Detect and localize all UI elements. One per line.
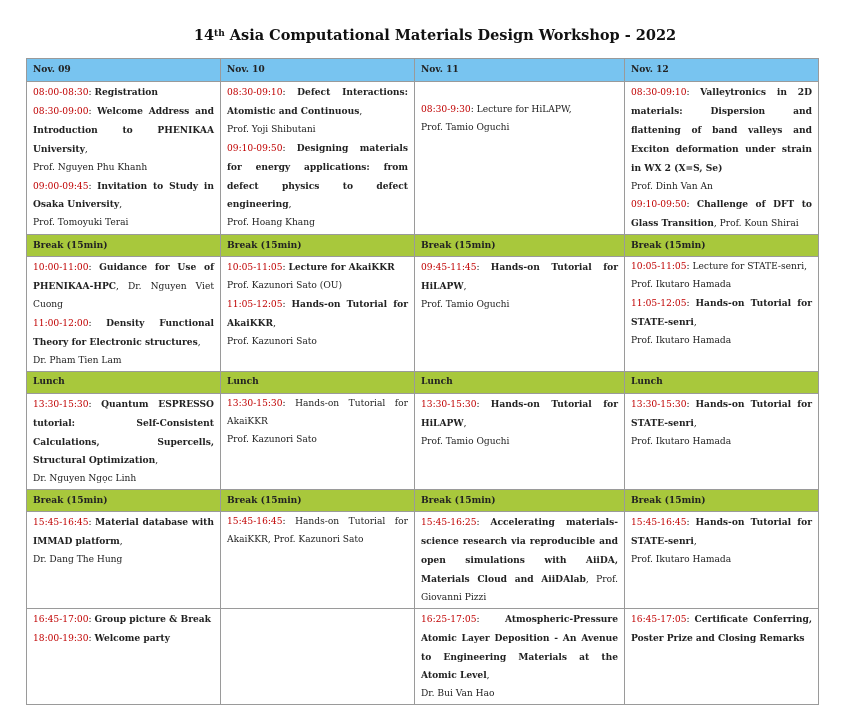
session-time: 13:30-15:30: [421, 399, 477, 410]
session-speaker: Prof. Giovanni Pizzi: [421, 574, 618, 603]
session-time: 09:10-09:50: [227, 143, 283, 154]
session-speaker: Dr. Nguyen Ngọc Linh: [33, 474, 137, 485]
break-label: Break (15min): [415, 490, 625, 512]
session-time: 18:00-19:30: [33, 633, 89, 644]
session-speaker: Prof. Ikutaro Hamada: [631, 555, 732, 566]
session-topic: Quantum ESPRESSO tutorial: Self-Consistent Calculations, Supercells, Structural Optimization: [33, 398, 214, 467]
session-topic: Hands-on Tutorial for STATE-senri: [631, 517, 812, 548]
session-time: 16:45-17:05: [631, 614, 687, 625]
session-time: 11:05-12:05: [631, 299, 687, 310]
session-speaker: Prof. Kazunori Sato: [227, 434, 317, 445]
session-topic: Hands-on Tutorial for STATE-senri: [631, 398, 812, 429]
session-speaker: Prof. Tamio Oguchi: [421, 436, 510, 447]
session-topic: Hands-on Tutorial for STATE-senri: [631, 298, 812, 328]
lunch-label: Lunch: [415, 371, 625, 393]
session-cell: 16:45-17:00: Group picture & Break 18:00-19:30: Welcome party: [27, 608, 221, 705]
session-time: 13:30-15:30: [631, 399, 687, 410]
session-topic: Hands-on Tutorial for HiLAPW: [421, 398, 618, 429]
break-row: [27, 235, 819, 257]
session-topic: Guidance for Use of PHENIKAA-HPC: [33, 262, 214, 293]
break-row: [27, 490, 819, 512]
session-cell: 13:30-15:30: Hands-on Tutorial for HiLAPW, Prof. Tamio Oguchi: [415, 393, 625, 490]
session-time: 13:30-15:30: [227, 398, 283, 409]
session-topic: Challenge of DFT to Glass Transition: [631, 199, 812, 230]
session-time: 15:45-16:45: [227, 517, 283, 528]
session-time: 08:30-09:10: [631, 88, 687, 98]
break-label: Break (15min): [625, 490, 819, 512]
session-speaker: Prof. Ikutaro Hamada: [631, 280, 732, 291]
session-time: 08:30-09:10: [227, 88, 283, 98]
session-cell: 15:45-16:25: Accelerating materials-science research via reproducible and open simulations with AiiDA, Materials Cloud and AiiDAlab, Prof. Giovanni Pizzi: [415, 512, 625, 609]
session-topic: Accelerating materials-science research via reproducible and open simulations with AiiDA, Materials Cloud and AiiDAlab: [421, 517, 618, 585]
session-time: 16:25-17:05: [421, 614, 477, 625]
session-speaker: Prof. Dinh Van An: [631, 181, 713, 192]
session-time: 08:00-08:30: [33, 88, 89, 98]
session-topic: Density Functional Theory for Electronic structures: [33, 317, 214, 348]
session-topic: Designing materials for energy applications: from defect physics to defect engineering: [227, 142, 408, 211]
session-cell: 08:30-09:10: Defect Interactions: Atomistic and Continuous, Prof. Yoji Shibutani 09:10-09:50: Designing materials for energy applications: from defect physics to defect engineering, Prof. Hoang Khang: [221, 82, 415, 235]
session-topic: Certificate Conferring, Poster Prize and Closing Remarks: [631, 613, 812, 644]
lunch-row: [27, 371, 819, 393]
session-speaker: Prof. Hoang Khang: [227, 218, 315, 229]
session-topic: Hands-on Tutorial for AkaiKKR: [227, 398, 408, 427]
day-header-row: [27, 59, 819, 82]
session-cell: 08:30-09:10: Valleytronics in 2D materials: Dispersion and flattening of band valleys and Exciton deformation under strain in WX 2 (X=S, Se) Prof. Dinh Van An 09:10-09:50: Challenge of DFT to Glass Transition, Prof. Koun Shirai: [625, 82, 819, 235]
session-cell: 15:45-16:45: Material database with IMMAD platform, Dr. Dang The Hung: [27, 512, 221, 609]
session-cell: 13:30-15:30: Hands-on Tutorial for AkaiKKR Prof. Kazunori Sato: [221, 393, 415, 490]
session-speaker: Prof. Tamio Oguchi: [421, 300, 510, 311]
session-topic: Lecture for AkaiKKR: [288, 262, 395, 274]
session-time: 16:45-17:00: [33, 614, 89, 625]
session-cell: 13:30-15:30: Hands-on Tutorial for STATE-senri, Prof. Ikutaro Hamada: [625, 393, 819, 490]
break-label: Break (15min): [27, 490, 221, 512]
session-time: 15:45-16:45: [631, 518, 687, 529]
session-time: 10:05-11:05: [227, 263, 283, 274]
document-title: 14th Asia Computational Materials Design Workshop - 2022: [193, 27, 677, 44]
break-label: Break (15min): [625, 235, 819, 257]
session-speaker: Prof. Ikutaro Hamada: [631, 436, 732, 447]
session-topic: Welcome Address and Introduction to PHENIKAA University: [33, 105, 214, 155]
session-row-evening: [27, 608, 819, 705]
session-time: 08:30-09:00: [33, 106, 89, 117]
lunch-label: Lunch: [221, 371, 415, 393]
session-cell: 09:45-11:45: Hands-on Tutorial for HiLAPW, Prof. Tamio Oguchi: [415, 257, 625, 371]
session-cell: 13:30-15:30: Quantum ESPRESSO tutorial: Self-Consistent Calculations, Supercells, Structural Optimization, Dr. Nguyen Ngọc Linh: [27, 393, 221, 490]
session-cell: 15:45-16:45: Hands-on Tutorial for AkaiKKR, Prof. Kazunori Sato: [221, 512, 415, 609]
session-speaker: Prof. Nguyen Phu Khanh: [33, 162, 148, 173]
session-topic: Valleytronics in 2D materials: Dispersion and flattening of band valleys and Exciton deformation under strain in WX 2 (X=S, Se): [631, 87, 812, 174]
session-speaker: Prof. Tamio Oguchi: [421, 122, 510, 133]
session-topic: Welcome party: [94, 632, 170, 644]
session-time: 15:45-16:45: [33, 518, 89, 529]
break-label: Break (15min): [221, 235, 415, 257]
session-topic: Registration: [94, 87, 158, 98]
session-cell: 10:00-11:00: Guidance for Use of PHENIKAA-HPC, Dr. Nguyen Viet Cuong 11:00-12:00: Density Functional Theory for Electronic structures, Dr. Pham Tien Lam: [27, 257, 221, 371]
session-cell: 16:45-17:05: Certificate Conferring, Poster Prize and Closing Remarks: [625, 608, 819, 705]
session-speaker: Prof. Kazunori Sato: [227, 336, 317, 347]
session-topic: Hands-on Tutorial for HiLAPW: [421, 262, 618, 293]
session-cell-empty: [221, 608, 415, 705]
session-speaker: Prof. Ikutaro Hamada: [631, 335, 732, 346]
session-topic: Hands-on Tutorial for AkaiKKR: [227, 299, 408, 329]
session-row-late-afternoon: [27, 512, 819, 609]
break-label: Break (15min): [221, 490, 415, 512]
lunch-label: Lunch: [625, 371, 819, 393]
day-header: Nov. 09: [27, 59, 221, 82]
session-time: 08:30-9:30: [421, 105, 471, 115]
day-header: Nov. 12: [625, 59, 819, 82]
session-speaker: Dr. Pham Tien Lam: [33, 355, 122, 366]
session-time: 15:45-16:25: [421, 518, 477, 529]
session-speaker: Prof. Tomoyuki Terai: [33, 218, 129, 229]
session-row-morning: [27, 82, 819, 235]
session-time: 10:00-11:00: [33, 263, 89, 274]
session-time: 13:30-15:30: [33, 399, 89, 410]
session-cell: 16:25-17:05: Atmospheric-Pressure Atomic Layer Deposition - An Avenue to Engineering Materials at the Atomic Level, Dr. Bui Van Hao: [415, 608, 625, 705]
session-speaker: Dr. Bui Van Hao: [421, 689, 495, 700]
day-header: Nov. 10: [221, 59, 415, 82]
session-topic: Lecture for HiLAPW: [476, 105, 569, 115]
session-time: 10:05-11:05: [631, 262, 687, 273]
session-topic: Group picture & Break: [94, 613, 211, 625]
session-topic: Lecture for STATE-senri: [692, 262, 805, 273]
session-time: 09:10-09:50: [631, 200, 687, 211]
session-cell: 08:00-08:30: Registration 08:30-09:00: Welcome Address and Introduction to PHENIKAA University, Prof. Nguyen Phu Khanh 09:00-09:45: Invitation to Study in Osaka University, Prof. Tomoyuki Terai: [27, 82, 221, 235]
session-topic: Hands-on Tutorial for AkaiKKR: [227, 517, 408, 546]
session-row-afternoon: [27, 393, 819, 490]
session-speaker: Prof. Koun Shirai: [719, 219, 799, 230]
session-cell: 10:05-11:05: Lecture for STATE-senri, Prof. Ikutaro Hamada 11:05-12:05: Hands-on Tutorial for STATE-senri, Prof. Ikutaro Hamada: [625, 257, 819, 371]
session-cell: 15:45-16:45: Hands-on Tutorial for STATE-senri, Prof. Ikutaro Hamada: [625, 512, 819, 609]
session-time: 09:45-11:45: [421, 263, 477, 274]
break-label: Break (15min): [415, 235, 625, 257]
session-speaker: Prof. Kazunori Sato: [273, 535, 364, 546]
session-cell: 10:05-11:05: Lecture for AkaiKKR Prof. Kazunori Sato (OU) 11:05-12:05: Hands-on Tutorial for AkaiKKR, Prof. Kazunori Sato: [221, 257, 415, 371]
schedule-table: [26, 58, 819, 705]
session-row-late-morning: [27, 257, 819, 371]
break-label: Break (15min): [27, 235, 221, 257]
lunch-label: Lunch: [27, 371, 221, 393]
session-speaker: Prof. Yoji Shibutani: [227, 124, 316, 135]
session-speaker: Dr. Dang The Hung: [33, 555, 123, 566]
session-topic: Defect Interactions: Atomistic and Continuous: [227, 87, 408, 117]
session-speaker: Prof. Kazunori Sato (OU): [227, 281, 342, 292]
session-speaker: Dr. Nguyen Viet Cuong: [33, 282, 214, 311]
session-topic: Material database with IMMAD platform: [33, 517, 214, 548]
day-header: Nov. 11: [415, 59, 625, 82]
session-time: 11:05-12:05: [227, 300, 283, 311]
session-time: 11:00-12:00: [33, 318, 89, 329]
session-cell: 08:30-9:30: Lecture for HiLAPW, Prof. Tamio Oguchi: [415, 82, 625, 235]
session-topic: Atmospheric-Pressure Atomic Layer Deposition - An Avenue to Engineering Materials at the Atomic Level: [421, 613, 618, 682]
session-topic: Invitation to Study in Osaka University: [33, 180, 214, 211]
session-time: 09:00-09:45: [33, 181, 89, 192]
